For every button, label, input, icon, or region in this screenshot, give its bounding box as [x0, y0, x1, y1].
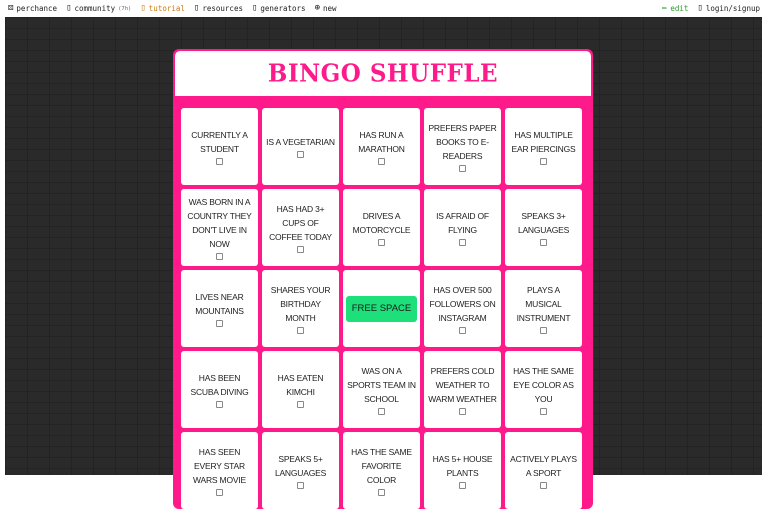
bingo-cell[interactable]: [181, 270, 258, 347]
bingo-checkbox[interactable]: [540, 327, 547, 334]
bingo-cell-label: SHARES YOUR BIRTHDAY MONTH: [270, 285, 331, 323]
generator-stage: [5, 17, 762, 485]
top-nav-bar: [0, 0, 768, 17]
nav-resources[interactable]: [194, 4, 243, 13]
book-icon: ▯: [140, 3, 146, 13]
bingo-cell[interactable]: [424, 432, 501, 509]
community-badge: (7h): [118, 5, 132, 12]
generators-icon: ▯: [251, 3, 258, 13]
bingo-cell[interactable]: [424, 189, 501, 266]
bingo-title-band: [175, 51, 591, 96]
bingo-cell-label: DRIVES A MOTORCYCLE: [352, 211, 411, 235]
bingo-cell[interactable]: [343, 351, 420, 428]
bingo-cell-label: HAS EATEN KIMCHI: [277, 373, 324, 397]
nav-perchance[interactable]: [8, 4, 57, 13]
nav-generators[interactable]: [252, 4, 306, 13]
bingo-cell-label: LIVES NEAR MOUNTAINS: [195, 292, 244, 316]
bingo-checkbox[interactable]: [216, 158, 223, 165]
bingo-checkbox[interactable]: [459, 327, 466, 334]
bingo-cell[interactable]: [505, 108, 582, 185]
nav-edit[interactable]: [662, 4, 688, 13]
bingo-checkbox[interactable]: [216, 320, 223, 327]
bingo-cell[interactable]: [262, 270, 339, 347]
nav-edit-label: edit: [670, 4, 689, 13]
bingo-checkbox[interactable]: [297, 246, 304, 253]
bingo-title: BINGO SHUFFLE: [267, 59, 499, 88]
nav-login[interactable]: [697, 4, 760, 13]
bingo-cell-label: PREFERS PAPER BOOKS TO E-READERS: [428, 123, 497, 161]
bingo-cell-label: HAS MULTIPLE EAR PIERCINGS: [511, 130, 576, 154]
bingo-checkbox[interactable]: [540, 408, 547, 415]
bingo-cell[interactable]: [343, 108, 420, 185]
nav-perchance-label: perchance: [16, 4, 58, 13]
bingo-checkbox[interactable]: [297, 482, 304, 489]
bingo-cell-label: HAS HAD 3+ CUPS OF COFFEE TODAY: [269, 204, 332, 242]
nav-resources-label: resources: [202, 4, 243, 13]
bingo-cell-label: HAS THE SAME EYE COLOR AS YOU: [513, 366, 574, 404]
nav-community[interactable]: [66, 4, 131, 13]
bingo-checkbox[interactable]: [540, 158, 547, 165]
bingo-cell-label: CURRENTLY A STUDENT: [191, 130, 248, 154]
dice-icon: ⚄: [8, 3, 14, 13]
bingo-cell-label: HAS SEEN EVERY STAR WARS MOVIE: [193, 447, 246, 485]
bingo-cell[interactable]: [262, 108, 339, 185]
bingo-checkbox[interactable]: [540, 239, 547, 246]
bingo-checkbox[interactable]: [216, 253, 223, 260]
bingo-checkbox[interactable]: [297, 327, 304, 334]
user-icon: ▯: [697, 3, 703, 13]
bingo-cell[interactable]: [424, 270, 501, 347]
nav-tutorial-label: tutorial: [148, 4, 185, 13]
bingo-cell[interactable]: [262, 351, 339, 428]
bingo-checkbox[interactable]: [378, 158, 385, 165]
chat-icon: ▯: [66, 3, 72, 13]
bingo-cell[interactable]: [424, 351, 501, 428]
bingo-cell[interactable]: [343, 432, 420, 509]
bingo-cell-label: HAS THE SAME FAVORITE COLOR: [351, 447, 412, 485]
bingo-checkbox[interactable]: [459, 482, 466, 489]
nav-login-label: login/signup: [705, 4, 760, 13]
bingo-cell-label: HAS OVER 500 FOLLOWERS ON INSTAGRAM: [429, 285, 496, 323]
bingo-cell[interactable]: [505, 351, 582, 428]
bingo-cell-label: SPEAKS 3+ LANGUAGES: [517, 211, 570, 235]
resources-icon: ▯: [193, 3, 200, 13]
bingo-cell[interactable]: [505, 270, 582, 347]
bingo-checkbox[interactable]: [459, 408, 466, 415]
bingo-checkbox[interactable]: [297, 151, 304, 158]
bingo-cell-label: SPEAKS 5+ LANGUAGES: [274, 454, 327, 478]
bingo-checkbox[interactable]: [216, 401, 223, 408]
bingo-cell-label: IS A VEGETARIAN: [266, 137, 335, 147]
bingo-checkbox[interactable]: [216, 489, 223, 496]
bingo-cell-label: HAS 5+ HOUSE PLANTS: [432, 454, 493, 478]
nav-new[interactable]: [315, 4, 337, 13]
bingo-cell-label: PLAYS A MUSICAL INSTRUMENT: [516, 285, 571, 323]
bingo-checkbox[interactable]: [378, 408, 385, 415]
nav-tutorial[interactable]: [140, 4, 185, 13]
bingo-checkbox[interactable]: [378, 489, 385, 496]
bingo-checkbox[interactable]: [459, 239, 466, 246]
bingo-cell[interactable]: [181, 351, 258, 428]
bingo-cell-label: WAS ON A SPORTS TEAM IN SCHOOL: [347, 366, 416, 404]
bingo-checkbox[interactable]: [540, 482, 547, 489]
bingo-checkbox[interactable]: [297, 401, 304, 408]
bingo-checkbox[interactable]: [378, 239, 385, 246]
bingo-cell-label: IS AFRAID OF FLYING: [436, 211, 489, 235]
free-space-label: FREE SPACE: [346, 296, 417, 322]
top-nav-left: [8, 4, 337, 13]
bingo-cell[interactable]: [505, 432, 582, 509]
bingo-cell[interactable]: [181, 189, 258, 266]
bingo-card: [173, 49, 593, 509]
bingo-cell-label: HAS BEEN SCUBA DIVING: [190, 373, 249, 397]
bingo-cell-free[interactable]: [343, 270, 420, 347]
bingo-cell[interactable]: [181, 432, 258, 509]
bingo-cell[interactable]: [424, 108, 501, 185]
nav-generators-label: generators: [260, 4, 306, 13]
bingo-cell[interactable]: [181, 108, 258, 185]
bingo-cell-label: WAS BORN IN A COUNTRY THEY DON'T LIVE IN NOW: [187, 197, 252, 249]
bingo-cell[interactable]: [343, 189, 420, 266]
bingo-cell-label: PREFERS COLD WEATHER TO WARM WEATHER: [428, 366, 497, 404]
nav-community-label: community: [74, 4, 116, 13]
bingo-cell[interactable]: [262, 432, 339, 509]
bingo-cell-label: ACTIVELY PLAYS A SPORT: [510, 454, 577, 478]
plus-circle-icon: ⊕: [314, 3, 320, 13]
pencil-icon: ✏: [661, 3, 668, 13]
bingo-checkbox[interactable]: [459, 165, 466, 172]
bingo-cell-label: HAS RUN A MARATHON: [358, 130, 405, 154]
bingo-cell[interactable]: [505, 189, 582, 266]
bingo-cell[interactable]: [262, 189, 339, 266]
top-nav-right: [662, 4, 760, 13]
nav-new-label: new: [322, 4, 337, 13]
